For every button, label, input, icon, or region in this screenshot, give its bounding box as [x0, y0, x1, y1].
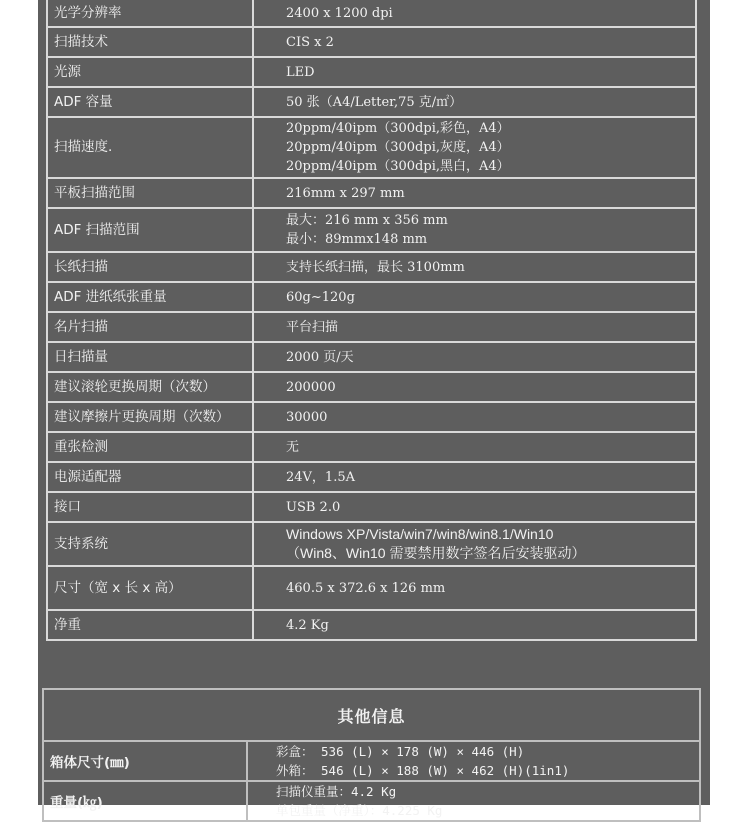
row-value — [253, 312, 696, 342]
table-row — [47, 372, 696, 402]
row-value — [247, 781, 700, 821]
table-row — [47, 87, 696, 117]
row-value — [253, 372, 696, 402]
value-line: 20ppm/40ipm（300dpi,彩色，A4） — [286, 121, 510, 136]
row-label: 光学分辨率 — [47, 0, 253, 27]
value-line: 平台扫描 — [286, 319, 339, 335]
table-row — [47, 178, 696, 208]
value-line: CIS x 2 — [286, 34, 334, 50]
row-label: 扫描技术 — [47, 27, 253, 57]
row-label: ADF 容量 — [47, 87, 253, 117]
value-line: 216mm x 297 mm — [286, 185, 405, 201]
value-line: Windows XP/Vista/win7/win8/win8.1/Win10 — [286, 526, 554, 542]
value-line: 最大：216 mm x 356 mm — [286, 213, 448, 228]
row-label: 箱体尺寸(㎜) — [43, 741, 247, 781]
value-line: 2400 x 1200 dpi — [286, 5, 393, 21]
value-line: 50 张（A4/Letter,75 克/㎡） — [286, 94, 463, 110]
table-row — [47, 0, 696, 27]
table-row — [47, 57, 696, 87]
value-line: 24V，1.5A — [286, 469, 355, 485]
value-line: 60g~120g — [286, 289, 355, 305]
row-value — [253, 522, 696, 566]
row-value — [253, 178, 696, 208]
row-label: 接口 — [47, 492, 253, 522]
row-label: 建议滚轮更换周期（次数） — [47, 372, 253, 402]
value-line: 无 — [286, 439, 300, 455]
table-row — [47, 610, 696, 640]
value-line: 4.2 Kg — [286, 617, 329, 633]
table-row — [43, 741, 700, 781]
table-row — [47, 522, 696, 566]
value-line: 20ppm/40ipm（300dpi,黑白，A4） — [286, 159, 510, 174]
row-value — [253, 208, 696, 252]
row-label: 建议摩擦片更换周期（次数） — [47, 402, 253, 432]
table-row — [47, 432, 696, 462]
row-value — [253, 282, 696, 312]
table-row — [47, 208, 696, 252]
row-value — [253, 252, 696, 282]
table-row — [47, 492, 696, 522]
table-row — [47, 117, 696, 178]
table-row — [47, 462, 696, 492]
other-info-title: 其他信息 — [43, 689, 700, 741]
table-row — [47, 282, 696, 312]
row-value — [253, 610, 696, 640]
row-label: 平板扫描范围 — [47, 178, 253, 208]
value-line: 单包重量（净重）：4.225 Kg — [276, 803, 443, 818]
row-label: 长纸扫描 — [47, 252, 253, 282]
value-line: 460.5 x 372.6 x 126 mm — [286, 580, 446, 596]
value-line: 彩盒： 536 (L) × 178 (W) × 446 (H) — [276, 744, 525, 759]
table-row — [43, 781, 700, 821]
row-label: 支持系统 — [47, 522, 253, 566]
row-label: ADF 进纸纸张重量 — [47, 282, 253, 312]
value-line: 200000 — [286, 379, 336, 395]
row-value — [253, 402, 696, 432]
value-line: 最小：89mmx148 mm — [286, 232, 428, 247]
value-line: 扫描仪重量：4.2 Kg — [276, 784, 397, 799]
row-label: 重量(㎏) — [43, 781, 247, 821]
table-row — [47, 312, 696, 342]
other-info-table — [42, 688, 701, 822]
row-value — [253, 57, 696, 87]
row-value — [253, 0, 696, 27]
value-line: 2000 页/天 — [286, 349, 354, 365]
spec-table — [46, 0, 697, 641]
row-value — [253, 432, 696, 462]
row-label: 重张检测 — [47, 432, 253, 462]
value-line: 支持长纸扫描，最长 3100mm — [286, 259, 465, 275]
value-line: 20ppm/40ipm（300dpi,灰度，A4） — [286, 140, 510, 155]
table-row — [47, 566, 696, 610]
other-info-header-row — [43, 689, 700, 741]
table-row — [47, 402, 696, 432]
row-value — [253, 492, 696, 522]
value-line: USB 2.0 — [286, 499, 341, 515]
table-row — [47, 252, 696, 282]
row-value — [253, 342, 696, 372]
value-line: 30000 — [286, 409, 328, 425]
row-value — [253, 566, 696, 610]
row-value — [253, 462, 696, 492]
row-label: 净重 — [47, 610, 253, 640]
table-row — [47, 342, 696, 372]
row-label: 名片扫描 — [47, 312, 253, 342]
row-label: 电源适配器 — [47, 462, 253, 492]
row-value — [247, 741, 700, 781]
row-label: 光源 — [47, 57, 253, 87]
row-label: 尺寸（宽 x 长 x 高） — [47, 566, 253, 610]
row-value — [253, 27, 696, 57]
value-line: 外箱： 546 (L) × 188 (W) × 462 (H)(1in1) — [276, 763, 570, 778]
table-row — [47, 27, 696, 57]
row-label: ADF 扫描范围 — [47, 208, 253, 252]
value-line: （Win8、Win10 需要禁用数字签名后安装驱动） — [286, 545, 586, 561]
row-label: 扫描速度. — [47, 117, 253, 178]
row-label: 日扫描量 — [47, 342, 253, 372]
value-line: LED — [286, 64, 315, 80]
row-value — [253, 117, 696, 178]
row-value — [253, 87, 696, 117]
